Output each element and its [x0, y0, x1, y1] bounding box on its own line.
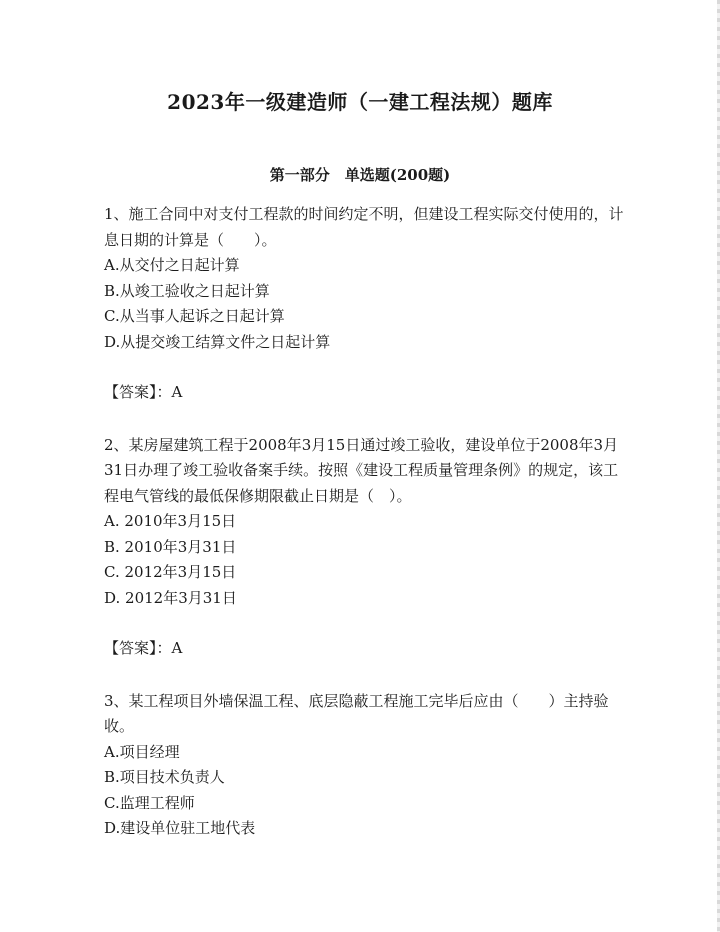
option-list [104, 509, 624, 611]
option-b: B.项目技术负责人 [104, 768, 225, 786]
question-stem: 3、某工程项目外墙保温工程、底层隐蔽工程施工完毕后应由（ ）主持验收。 [104, 691, 609, 735]
question-stem: 1、施工合同中对支付工程款的时间约定不明，但建设工程实际交付使用的，计息日期的计算是（ ）。 [104, 205, 624, 249]
option-c: C.监理工程师 [104, 793, 195, 812]
document-title: 2023年一级建造师（一建工程法规）题库 [167, 90, 553, 114]
question-3 [104, 689, 624, 842]
option-b: B. 2010年3月31日 [104, 537, 237, 556]
answer-line: 【答案】：A [104, 639, 183, 657]
option-list [104, 740, 624, 842]
answer-line: 【答案】：A [104, 383, 183, 401]
option-d: D.建设单位驻工地代表 [104, 819, 256, 837]
option-list [104, 253, 624, 355]
question-2 [104, 433, 624, 662]
question-list [104, 202, 624, 842]
option-a: A.项目经理 [104, 742, 180, 761]
option-d: D. 2012年3月31日 [104, 588, 237, 607]
option-b: B.从竣工验收之日起计算 [104, 281, 270, 300]
option-c: C. 2012年3月15日 [104, 563, 237, 581]
option-a: A.从交付之日起计算 [104, 256, 240, 274]
section-heading: 第一部分 单选题(200题) [269, 166, 451, 184]
option-d: D.从提交竣工结算文件之日起计算 [104, 332, 331, 351]
option-a: A. 2010年3月15日 [104, 512, 237, 530]
option-c: C.从当事人起诉之日起计算 [104, 307, 285, 325]
question-1 [104, 202, 624, 406]
question-stem: 2、某房屋建筑工程于2008年3月15日通过竣工验收，建设单位于2008年3月31日办理了竣工验收备案手续。按照《建设工程质量管理条例》的规定，该工程电气管线的最低保修期限截止日期是（ ）。 [104, 435, 619, 505]
